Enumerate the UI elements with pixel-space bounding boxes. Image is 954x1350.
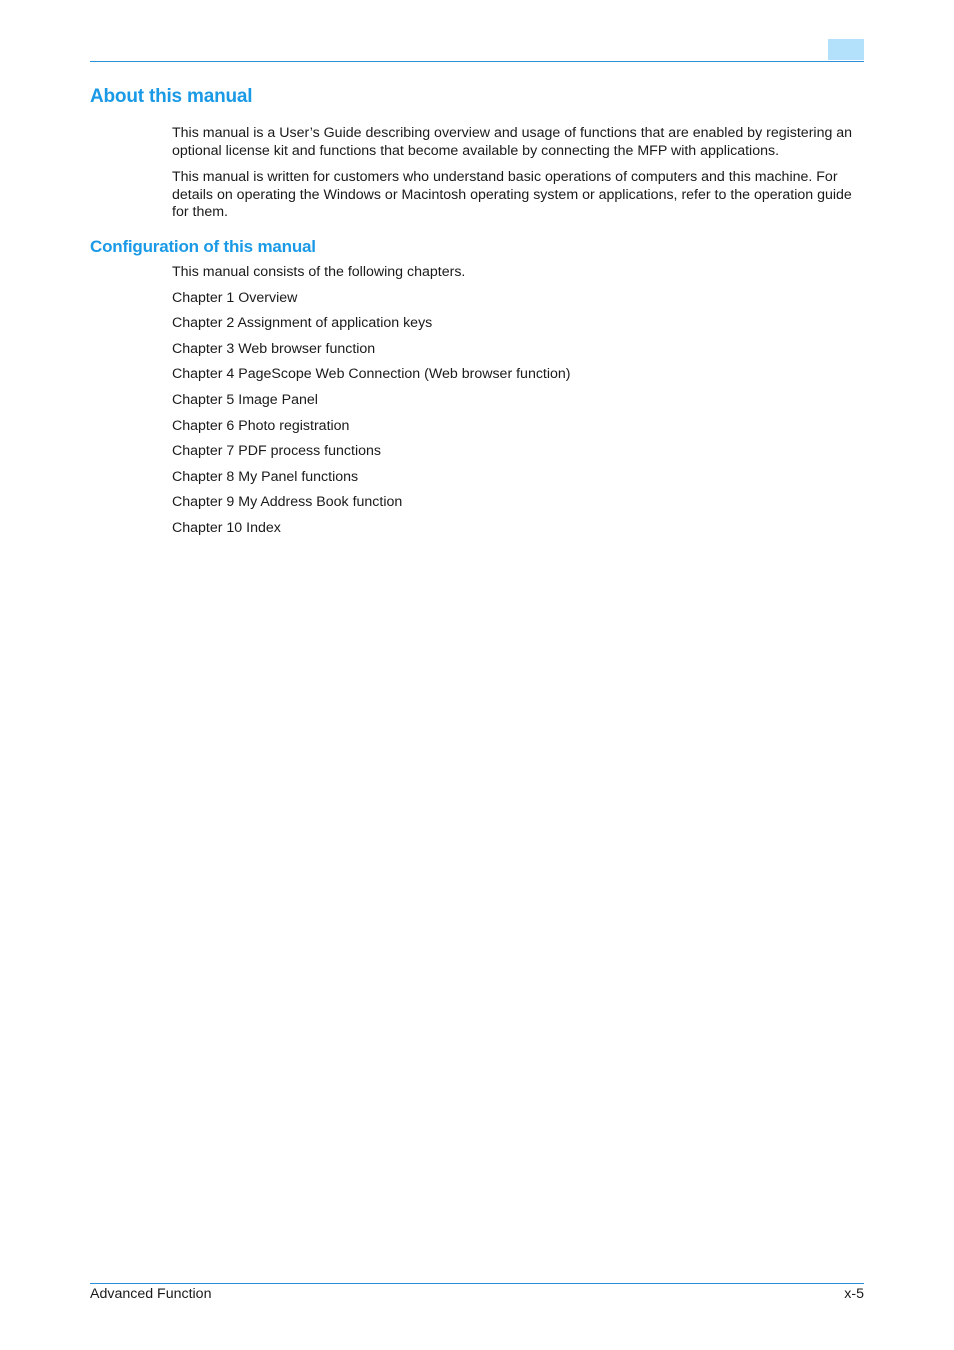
chapter-item-9: Chapter 9 My Address Book function: [172, 494, 403, 511]
about-paragraph-2: This manual is written for customers who understand basic operations of computers and this machine. For details on operating the Windows or Macintosh operating system or applications, refer to the operation guide for them.: [172, 169, 852, 220]
configuration-title: Configuration of this manual: [90, 237, 316, 256]
chapter-item-4: Chapter 4 PageScope Web Connection (Web browser function): [172, 366, 571, 383]
chapter-item-3: Chapter 3 Web browser function: [172, 340, 376, 357]
chapter-item-2: Chapter 2 Assignment of application keys: [172, 315, 433, 332]
chapter-item-8: Chapter 8 My Panel functions: [172, 468, 359, 485]
about-title: About this manual: [90, 86, 253, 107]
chapter-item-10: Chapter 10 Index: [172, 519, 281, 536]
about-paragraph-1: This manual is a User’s Guide describing overview and usage of functions that are enabled by registering an optional license kit and functions that become available by connecting the MFP with applications.: [172, 125, 853, 159]
header-rule: [90, 61, 864, 62]
chapter-item-1: Chapter 1 Overview: [172, 289, 298, 306]
footer-manual-name: Advanced Function: [90, 1286, 212, 1302]
footer-page-number: x-5: [844, 1286, 864, 1302]
chapter-list: [172, 264, 864, 546]
chapter-item-5: Chapter 5 Image Panel: [172, 391, 318, 408]
chapter-item-7: Chapter 7 PDF process functions: [172, 443, 381, 460]
header-corner-tab: [828, 39, 864, 60]
configuration-intro: This manual consists of the following chapters.: [172, 264, 466, 280]
footer-rule: [90, 1283, 864, 1284]
chapter-item-6: Chapter 6 Photo registration: [172, 417, 350, 434]
